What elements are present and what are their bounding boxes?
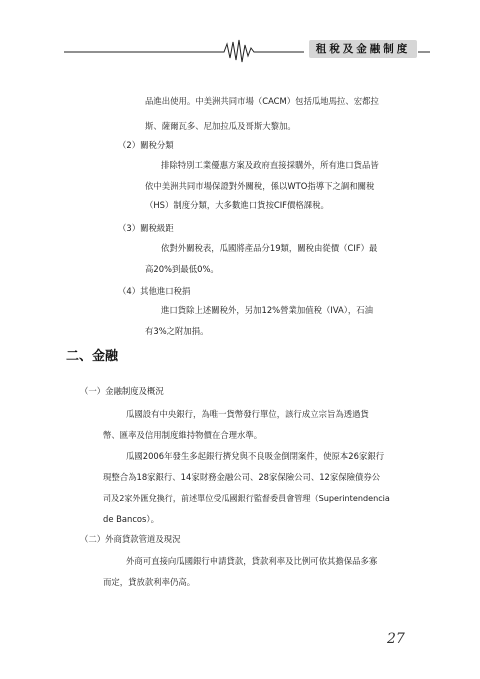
- paragraph-line: 斯、薩爾瓦多、尼加拉瓜及哥斯大黎加。: [145, 121, 296, 131]
- paragraph-line: 品進出使用。中美洲共同市場（CACM）包括瓜地馬拉、宏都拉: [145, 96, 379, 106]
- paragraph-line: 而定，貸放款利率仍高。: [103, 577, 196, 587]
- paragraph-line: 進口貨除上述關稅外，另加12%營業加值稅（IVA），石油: [161, 305, 374, 315]
- paragraph-line: 現整合為18家銀行、14家財務金融公司、28家保險公司、12家保險債券公: [103, 472, 381, 482]
- paragraph-line: 依對外關稅表，瓜國將產品分19類，關稅由從價（CIF）最: [161, 243, 378, 253]
- paragraph-line: 瓜國設有中央銀行，為唯一貨幣發行單位，該行成立宗旨為透過貨: [126, 409, 369, 419]
- subsection-heading: （2）關稅分類: [118, 140, 174, 150]
- paragraph-line: （HS）制度分類，大多數進口貨按CIF價格課稅。: [145, 200, 329, 210]
- paragraph-line: 高20%到最低0%。: [145, 264, 219, 274]
- paragraph-line: 瓜國2006年發生多起銀行擠兌與不良吸金倒閉案件，使原本26家銀行: [126, 451, 385, 461]
- paragraph-line: 排除特別工業優惠方案及政府直接採購外，所有進口貨品皆: [161, 160, 379, 170]
- section-heading-finance: 二、金融: [66, 349, 119, 364]
- paragraph-line: 外商可直接向瓜國銀行申請貸款，貸款利率及比例可依其擔保品多寡: [126, 556, 378, 566]
- paragraph-line: 幣、匯率及信用制度維持物價在合理水準。: [103, 430, 263, 440]
- paragraph-line: 司及2家外匯兌換行，前述單位受瓜國銀行監督委員會管理（Superintendencia: [103, 493, 390, 503]
- header-title: 租稅及金融制度: [309, 40, 417, 58]
- header-pulse-line-icon: [0, 0, 480, 70]
- subsection-heading: （3）關稅級距: [118, 223, 174, 233]
- paragraph-line: 依中美洲共同市場保證對外關稅，係以WTO指導下之調和關稅: [145, 181, 375, 191]
- subsection-heading: （一）金融制度及概況: [80, 386, 164, 396]
- paragraph-line: 有3%之附加捐。: [145, 326, 209, 336]
- page-number: 27: [387, 631, 405, 647]
- subsection-heading: （4）其他進口稅捐: [118, 286, 191, 296]
- subsection-heading: （二）外商貸款管道及現況: [80, 534, 181, 544]
- paragraph-line: de Bancos）。: [103, 514, 159, 524]
- page-header: [0, 0, 480, 70]
